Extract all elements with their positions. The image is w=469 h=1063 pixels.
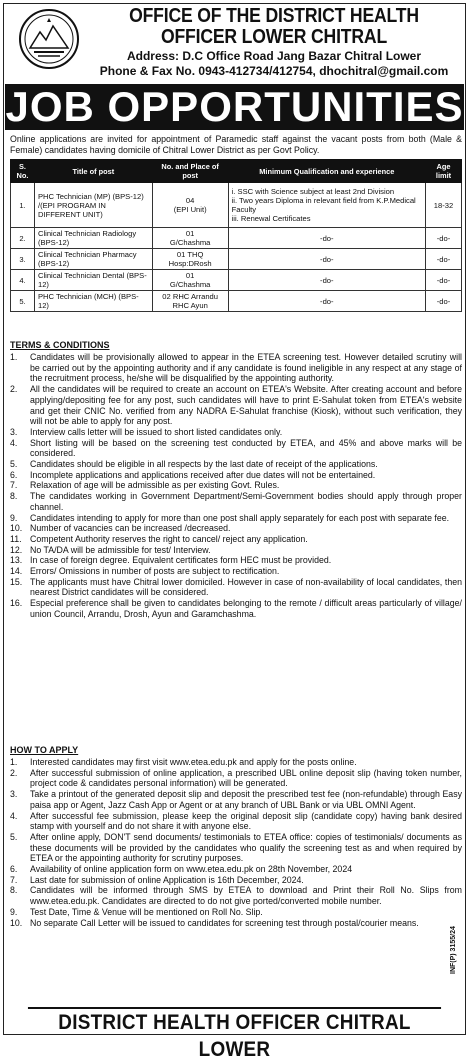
place-line: 01 THQ bbox=[176, 250, 204, 259]
cell-age: -do- bbox=[426, 228, 462, 249]
list-item-number: 1. bbox=[10, 757, 18, 767]
table-row bbox=[11, 183, 462, 228]
list-item-number: 9. bbox=[10, 906, 18, 917]
list-item-number: 3. bbox=[10, 426, 18, 437]
cell-place bbox=[152, 228, 228, 249]
cell-age: 18-32 bbox=[426, 183, 462, 228]
list-item bbox=[10, 907, 462, 918]
list-item-number: 6. bbox=[10, 864, 18, 875]
list-item-text: Incomplete applications and applications received after due dates will not be entertained. bbox=[30, 469, 376, 480]
intro-paragraph: Online applications are invited for appointment of Paramedic staff against the vacant posts from both (Male & Female) candidates having domicile of Chitral Lower District as per Govt Policy. bbox=[10, 134, 462, 155]
place-line: 01 bbox=[185, 229, 195, 238]
list-item-text: Short listing will be based on the screening test conducted by ETEA, and 45% and above marks will be considered. bbox=[30, 437, 462, 459]
terms-list bbox=[10, 352, 462, 620]
cell-place bbox=[152, 291, 228, 312]
list-item-text: After successful fee submission, please keep the original deposit slip (candidate copy) having bank desired stamp with yourself and do not share it with anyone else. bbox=[30, 810, 462, 832]
list-item-number: 5. bbox=[10, 459, 18, 470]
list-item-text: In case of foreign degree. Equivalent certificates form HEC must be provided. bbox=[30, 555, 332, 566]
list-item-text: All the candidates will be required to create an account on ETEA's Website. After creating account and before applying/depositing fee for any post, such candidates will have to print E-Sahulat token from ETEA's website and get their CNIC No. verified from any NADRA E-Sahulat franchise (Kiosk), without such verification, they will not be able to apply for any post. bbox=[30, 384, 462, 427]
list-item-number: 6. bbox=[10, 469, 18, 480]
cell-age: -do- bbox=[426, 291, 462, 312]
table-row bbox=[11, 249, 462, 270]
cell-qualification bbox=[228, 249, 425, 270]
table-row bbox=[11, 228, 462, 249]
cell-title: Clinical Technician Dental (BPS-12) bbox=[34, 270, 152, 291]
place-line: G/Chashma bbox=[169, 238, 211, 247]
list-item bbox=[10, 438, 462, 459]
list-item bbox=[10, 885, 462, 906]
advertisement-page bbox=[3, 3, 466, 1061]
posts-table bbox=[10, 159, 462, 312]
list-item bbox=[10, 427, 462, 438]
list-item bbox=[10, 352, 462, 384]
list-item-number: 16. bbox=[10, 598, 23, 609]
list-item bbox=[10, 480, 462, 491]
list-item-text: Errors/ Omissions in number of posts are subject to rectification. bbox=[30, 566, 280, 577]
how-to-apply-heading: HOW TO APPLY bbox=[10, 745, 79, 755]
list-item-text: Candidates intending to apply for more than one post shall apply separately for each post with separate fee. bbox=[30, 512, 450, 523]
cell-sno: 1. bbox=[11, 183, 35, 228]
cell-qualification bbox=[228, 291, 425, 312]
qualification-line: -do- bbox=[320, 233, 334, 243]
list-item bbox=[10, 811, 462, 832]
list-item-text: Last date for submission of online Application is 16th December, 2024. bbox=[30, 874, 304, 885]
list-item-number: 11. bbox=[10, 533, 22, 544]
header-title: Title of post bbox=[34, 160, 152, 183]
header-place: No. and Place of post bbox=[152, 160, 228, 183]
table-row bbox=[11, 291, 462, 312]
place-line: (EPI Unit) bbox=[173, 205, 207, 214]
cell-sno: 4. bbox=[11, 270, 35, 291]
list-item-text: Take a printout of the generated deposit slip and deposit the prescribed test fee (non-refundable) through Easy paisa app or Agent, Jazz Cash App or Agent or at any branch of UBL Bank or via UBL OMNI Agent. bbox=[30, 789, 462, 810]
publication-code: INF(P) 3155/24 bbox=[450, 926, 457, 974]
qualification-line: -do- bbox=[320, 296, 334, 306]
list-item bbox=[10, 598, 462, 619]
list-item-number: 7. bbox=[10, 874, 18, 885]
office-contact: Phone & Fax No. 0943-412734/412754, dhochitral@gmail.com bbox=[99, 64, 449, 78]
list-item bbox=[10, 459, 462, 470]
list-item-number: 7. bbox=[10, 480, 18, 491]
office-title: OFFICE OF THE DISTRICT HEALTH OFFICER LOWER CHITRAL bbox=[129, 5, 419, 48]
header-age: Age limit bbox=[426, 160, 462, 183]
cell-qualification bbox=[228, 228, 425, 249]
list-item-text: Interview calls letter will be issued to short listed candidates only. bbox=[30, 426, 283, 437]
list-item bbox=[10, 566, 462, 577]
list-item bbox=[10, 864, 462, 875]
list-item-text: No separate Call Letter will be issued to candidates for screening test through postal/courier means. bbox=[30, 917, 419, 928]
cell-qualification bbox=[228, 270, 425, 291]
list-item-number: 10. bbox=[10, 917, 23, 928]
list-item-number: 2. bbox=[10, 384, 18, 395]
list-item-text: Relaxation of age will be admissible as per existing Govt. Rules. bbox=[30, 480, 280, 491]
cell-age: -do- bbox=[426, 249, 462, 270]
list-item-text: Test Date, Time & Venue will be mentioned on Roll No. Slip. bbox=[30, 906, 263, 917]
list-item-number: 5. bbox=[10, 831, 18, 842]
header-sno: S. No. bbox=[11, 160, 35, 183]
place-line: RHC Ayun bbox=[172, 301, 208, 310]
list-item bbox=[10, 832, 462, 864]
list-item-number: 14. bbox=[10, 566, 23, 577]
list-item-text: Especial preference shall be given to candidates belonging to the remote / difficult areas particularly of village/ union Council, Arrandu, Drosh, Ayun and Garamchashma. bbox=[30, 598, 462, 619]
cell-sno: 5. bbox=[11, 291, 35, 312]
cell-place bbox=[152, 183, 228, 228]
list-item-text: Competent Authority reserves the right to cancel/ reject any application. bbox=[30, 533, 308, 544]
list-item-text: Interested candidates may first visit www.etea.edu.pk and apply for the posts online. bbox=[30, 757, 357, 767]
place-line: G/Chashma bbox=[169, 280, 211, 289]
list-item bbox=[10, 789, 462, 810]
list-item-number: 2. bbox=[10, 767, 18, 778]
qualification-line: ii. Two years Diploma in relevant field from K.P.Medical Faculty bbox=[231, 196, 416, 214]
qualification-line: iii. Renewal Certificates bbox=[231, 214, 311, 223]
cell-qualification bbox=[228, 183, 425, 228]
list-item-number: 15. bbox=[10, 576, 23, 587]
list-item bbox=[10, 545, 462, 556]
qualification-line: -do- bbox=[320, 275, 334, 285]
place-line: 02 RHC Arrandu bbox=[162, 292, 218, 301]
list-item-number: 10. bbox=[10, 523, 23, 534]
list-item bbox=[10, 918, 462, 929]
table-row bbox=[11, 270, 462, 291]
table-header-row bbox=[11, 160, 462, 183]
list-item-number: 8. bbox=[10, 885, 18, 896]
list-item-text: After successful submission of online application, a prescribed UBL online deposit slip (having token number, project code & candidates personal information) will be generated. bbox=[30, 767, 462, 789]
cell-place bbox=[152, 270, 228, 291]
cell-title: PHC Technician (MP) (BPS-12) /(EPI PROGRAM IN DIFFERENT UNIT) bbox=[34, 183, 152, 228]
cell-sno: 2. bbox=[11, 228, 35, 249]
place-line: 04 bbox=[185, 196, 195, 205]
terms-heading: TERMS & CONDITIONS bbox=[10, 340, 110, 350]
cell-place bbox=[152, 249, 228, 270]
how-to-apply-list bbox=[10, 757, 462, 928]
list-item bbox=[10, 555, 462, 566]
list-item bbox=[10, 491, 462, 512]
list-item-text: Number of vacancies can be increased /decreased. bbox=[30, 523, 231, 534]
list-item-text: Candidates should be eligible in all respects by the last date of receipt of the applications. bbox=[30, 459, 378, 470]
header-qualification: Minimum Qualification and experience bbox=[228, 160, 425, 183]
list-item-number: 4. bbox=[10, 437, 18, 448]
place-line: 01 bbox=[185, 271, 195, 280]
footer-signature: DISTRICT HEALTH OFFICER CHITRAL LOWER bbox=[28, 1007, 441, 1034]
cell-title: Clinical Technician Radiology (BPS-12) bbox=[34, 228, 152, 249]
list-item-text: No TA/DA will be admissible for test/ Interview. bbox=[30, 544, 211, 555]
list-item-text: The candidates working in Government Department/Semi-Government bodies should apply through proper channel. bbox=[30, 491, 462, 512]
place-line: Hosp:DRosh bbox=[168, 259, 212, 268]
job-opportunities-banner: JOB OPPORTUNITIES bbox=[5, 83, 464, 130]
cell-age: -do- bbox=[426, 270, 462, 291]
list-item bbox=[10, 534, 462, 545]
list-item-text: The applicants must have Chitral lower domiciled. However in case of non-availability of local candidates, then nearest District candidates will be considered. bbox=[30, 576, 462, 598]
list-item-number: 9. bbox=[10, 512, 18, 523]
cell-title: PHC Technician (MCH) (BPS-12) bbox=[34, 291, 152, 312]
list-item bbox=[10, 523, 462, 534]
list-item bbox=[10, 513, 462, 524]
cell-sno: 3. bbox=[11, 249, 35, 270]
qualification-line: i. SSC with Science subject at least 2nd Division bbox=[231, 187, 395, 196]
qualification-line: -do- bbox=[320, 254, 334, 264]
office-address: Address: D.C Office Road Jang Bazar Chitral Lower bbox=[126, 49, 422, 63]
list-item-number: 3. bbox=[10, 789, 18, 800]
list-item bbox=[10, 384, 462, 427]
list-item bbox=[10, 577, 462, 598]
list-item bbox=[10, 768, 462, 789]
list-item-text: Availability of online application form on www.etea.edu.pk on 28th November, 2024 bbox=[30, 864, 353, 875]
list-item-text: After online apply, DON'T send documents/ testimonials to ETEA office: copies of testimonials/ documents as these documents will be provided by the candidates who qualify the screening test as and when required by ETEA or the appointing authority for scrutiny purposes. bbox=[30, 831, 462, 864]
list-item-number: 13. bbox=[10, 555, 23, 566]
list-item bbox=[10, 875, 462, 886]
list-item-text: Candidates will be informed through SMS by ETEA to download and Print their Roll No. Slips from www.etea.edu.pk. Candidates are directed to do not give ported/converted mobile number. bbox=[30, 885, 462, 907]
list-item bbox=[10, 470, 462, 481]
list-item bbox=[10, 757, 462, 768]
list-item-number: 12. bbox=[10, 544, 23, 555]
government-emblem-logo bbox=[18, 8, 80, 70]
list-item-number: 4. bbox=[10, 810, 18, 821]
cell-title: Clinical Technician Pharmacy (BPS-12) bbox=[34, 249, 152, 270]
list-item-number: 8. bbox=[10, 491, 18, 502]
list-item-text: Candidates will be provisionally allowed to appear in the ETEA screening test. However detailed scrutiny will be carried out by the appointing authority and if any candidate is found ineligible in any respect at any stage of the recruitment process, he/she will be disqualified by the appointing authority. bbox=[30, 352, 462, 384]
list-item-number: 1. bbox=[10, 352, 18, 362]
